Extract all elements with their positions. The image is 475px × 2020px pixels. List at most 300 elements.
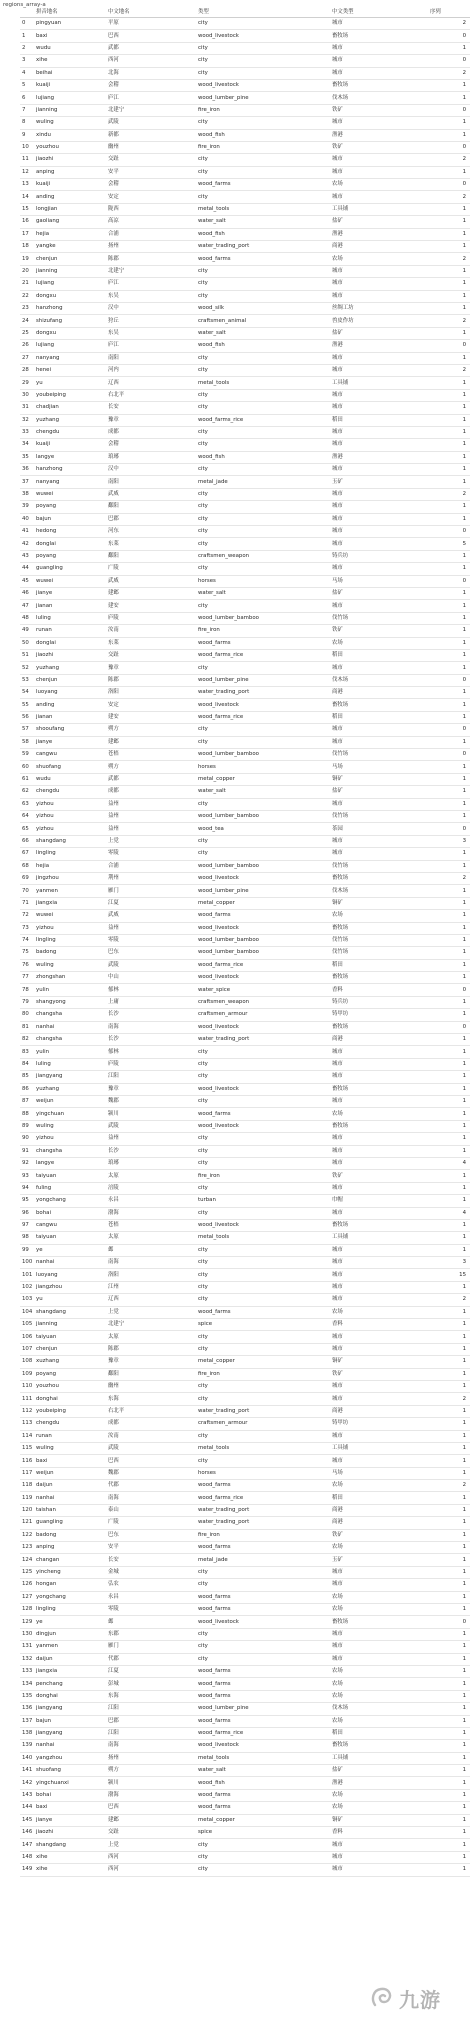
cell-type: metal_tools [196,203,330,215]
cell-chinese-name: 江夏 [106,1665,196,1677]
cell-type: wood_farms_rice [196,711,330,723]
cell-type: wood_farms [196,1665,330,1677]
cell-chinese-type: 城市 [330,848,428,860]
cell-chinese-name: 合浦 [106,860,196,872]
cell-index: 130 [20,1628,34,1640]
cell-chinese-type: 稻田 [330,959,428,971]
cell-index: 89 [20,1120,34,1132]
cell-type: city [196,1331,330,1343]
cell-chinese-type: 畜牧场 [330,1740,428,1752]
cell-sequence: 1 [428,501,470,513]
cell-index: 119 [20,1492,34,1504]
table-row [20,241,470,253]
cell-index: 100 [20,1257,34,1269]
cell-chinese-name: 武都 [106,773,196,785]
cell-chinese-type: 城市 [330,513,428,525]
cell-pinyin-name: bajun [34,513,106,525]
table-row [20,364,470,376]
cell-pinyin-name: changsha [34,1034,106,1046]
cell-chinese-type: 伐竹场 [330,749,428,761]
cell-index: 148 [20,1851,34,1863]
cell-chinese-type: 农场 [330,1108,428,1120]
table-row [20,1653,470,1665]
cell-chinese-type: 城市 [330,1257,428,1269]
cell-chinese-name: 扬州 [106,241,196,253]
cell-index: 145 [20,1814,34,1826]
cell-type: metal_copper [196,897,330,909]
cell-index: 63 [20,798,34,810]
cell-type: wood_livestock [196,1120,330,1132]
cell-chinese-type: 商港 [330,241,428,253]
cell-type: wood_farms [196,910,330,922]
cell-index: 16 [20,216,34,228]
cell-chinese-name: 成都 [106,1418,196,1430]
cell-sequence: 1 [428,1566,470,1578]
cell-type: city [196,67,330,79]
cell-type: city [196,166,330,178]
cell-type: fire_iron [196,104,330,116]
cell-sequence: 1 [428,1009,470,1021]
cell-index: 52 [20,662,34,674]
table-row [20,1542,470,1554]
cell-pinyin-name: lingling [34,934,106,946]
cell-pinyin-name: beihai [34,67,106,79]
cell-type: city [196,724,330,736]
cell-index: 62 [20,786,34,798]
table-row [20,699,470,711]
table-row [20,1418,470,1430]
table-row [20,674,470,686]
cell-sequence: 1 [428,1219,470,1231]
cell-chinese-name: 太原 [106,1170,196,1182]
cell-sequence: 1 [428,129,470,141]
table-row [20,1665,470,1677]
cell-pinyin-name: xihe [34,55,106,67]
cell-chinese-type: 城市 [330,18,428,30]
cell-sequence: 1 [428,996,470,1008]
cell-sequence: 1 [428,402,470,414]
cell-chinese-type: 农场 [330,1591,428,1603]
cell-chinese-type: 城市 [330,1244,428,1256]
cell-chinese-type: 伐木场 [330,1703,428,1715]
table-row [20,600,470,612]
table-row [20,203,470,215]
cell-chinese-type: 畜牧场 [330,1120,428,1132]
cell-pinyin-name: shangdang [34,1839,106,1851]
cell-chinese-type: 农场 [330,1802,428,1814]
table-row [20,1182,470,1194]
table-row [20,265,470,277]
table-row [20,1356,470,1368]
table-row [20,662,470,674]
cell-type: wood_lumber_pine [196,92,330,104]
cell-pinyin-name: poyang [34,550,106,562]
cell-index: 22 [20,290,34,302]
cell-sequence: 1 [428,389,470,401]
cell-chinese-name: 琅琊 [106,451,196,463]
cell-chinese-name: 渤海 [106,1789,196,1801]
cell-chinese-type: 铁矿 [330,1368,428,1380]
cell-chinese-type: 玉矿 [330,476,428,488]
cell-chinese-name: 平原 [106,18,196,30]
cell-index: 101 [20,1269,34,1281]
cell-chinese-type: 兽皮作坊 [330,315,428,327]
cell-pinyin-name: yanmen [34,1641,106,1653]
cell-index: 104 [20,1306,34,1318]
cell-type: wood_fish [196,129,330,141]
cell-type: city [196,1207,330,1219]
cell-index: 59 [20,749,34,761]
cell-chinese-name: 南海 [106,1492,196,1504]
cell-index: 127 [20,1591,34,1603]
jiuyou-logo-icon [369,1985,395,2011]
cell-sequence: 0 [428,749,470,761]
cell-chinese-type: 农场 [330,1665,428,1677]
cell-index: 55 [20,699,34,711]
cell-index: 113 [20,1418,34,1430]
table-row [20,1740,470,1752]
cell-type: fire_iron [196,141,330,153]
cell-type: city [196,1157,330,1169]
cell-sequence: 1 [428,1195,470,1207]
cell-index: 23 [20,302,34,314]
cell-pinyin-name: wuling [34,117,106,129]
cell-index: 87 [20,1095,34,1107]
cell-sequence: 0 [428,823,470,835]
cell-chinese-name: 永昌 [106,1195,196,1207]
cell-pinyin-name: langye [34,1157,106,1169]
cell-chinese-name: 武陵 [106,1442,196,1454]
cell-pinyin-name: chadjian [34,402,106,414]
table-row [20,1046,470,1058]
cell-chinese-type: 盐矿 [330,1765,428,1777]
cell-chinese-type: 城市 [330,1628,428,1640]
cell-pinyin-name: lujiang [34,278,106,290]
cell-index: 57 [20,724,34,736]
cell-type: horses [196,575,330,587]
cell-pinyin-name: donghai [34,1690,106,1702]
cell-sequence: 1 [428,451,470,463]
cell-chinese-type: 巾帽 [330,1195,428,1207]
table-row [20,1604,470,1616]
cell-type: water_trading_port [196,241,330,253]
cell-chinese-type: 畜牧场 [330,79,428,91]
cell-chinese-type: 渔港 [330,451,428,463]
cell-index: 95 [20,1195,34,1207]
table-row [20,302,470,314]
cell-sequence: 1 [428,1789,470,1801]
cell-chinese-type: 渔港 [330,1777,428,1789]
cell-type: city [196,1566,330,1578]
cell-chinese-name: 上党 [106,835,196,847]
table-row [20,724,470,736]
cell-sequence: 1 [428,228,470,240]
cell-index: 125 [20,1566,34,1578]
table-row [20,402,470,414]
cell-pinyin-name: penchang [34,1678,106,1690]
cell-chinese-name: 苍梧 [106,1219,196,1231]
header-sequence: 序列 [428,7,470,18]
cell-pinyin-name: luling [34,1058,106,1070]
cell-sequence: 0 [428,575,470,587]
header-chinese-type: 中文类型 [330,7,428,18]
regions-table-wrap [20,7,470,1877]
cell-sequence: 1 [428,1467,470,1479]
cell-chinese-name: 南海 [106,1740,196,1752]
cell-sequence: 1 [428,1678,470,1690]
cell-sequence: 1 [428,1517,470,1529]
cell-chinese-type: 伐木场 [330,674,428,686]
cell-pinyin-name: cangwu [34,749,106,761]
cell-pinyin-name: yu [34,377,106,389]
cell-pinyin-name: taishan [34,1504,106,1516]
table-row [20,1368,470,1380]
cell-sequence: 1 [428,1752,470,1764]
cell-chinese-type: 马场 [330,575,428,587]
cell-type: water_salt [196,786,330,798]
cell-index: 50 [20,637,34,649]
table-row [20,55,470,67]
cell-chinese-name: 东莱 [106,538,196,550]
table-row [20,538,470,550]
cell-chinese-type: 商港 [330,1405,428,1417]
cell-index: 28 [20,364,34,376]
cell-chinese-type: 渔港 [330,228,428,240]
table-row [20,625,470,637]
table-row [20,1480,470,1492]
cell-pinyin-name: jianning [34,104,106,116]
cell-type: metal_tools [196,1752,330,1764]
cell-chinese-name: 彭城 [106,1678,196,1690]
cell-chinese-name: 南海 [106,1021,196,1033]
table-row [20,1777,470,1789]
cell-pinyin-name: hejia [34,228,106,240]
cell-index: 115 [20,1442,34,1454]
cell-sequence: 1 [428,1095,470,1107]
header-type: 类型 [196,7,330,18]
cell-sequence: 1 [428,1542,470,1554]
cell-pinyin-name: wuling [34,959,106,971]
cell-sequence: 3 [428,1257,470,1269]
cell-type: wood_farms [196,1542,330,1554]
cell-chinese-name: 渤海 [106,1207,196,1219]
cell-chinese-type: 工具铺 [330,1442,428,1454]
cell-pinyin-name: longjian [34,203,106,215]
cell-sequence: 1 [428,327,470,339]
cell-type: city [196,538,330,550]
cell-chinese-type: 盐矿 [330,587,428,599]
cell-chinese-name: 狩丘 [106,315,196,327]
table-row [20,563,470,575]
cell-sequence: 1 [428,439,470,451]
cell-chinese-type: 城市 [330,55,428,67]
table-row [20,464,470,476]
cell-pinyin-name: weijun [34,1095,106,1107]
cell-sequence: 1 [428,947,470,959]
cell-type: wood_farms [196,253,330,265]
cell-index: 7 [20,104,34,116]
table-row [20,1021,470,1033]
cell-sequence: 1 [428,290,470,302]
cell-index: 69 [20,872,34,884]
cell-index: 32 [20,414,34,426]
table-row [20,1814,470,1826]
cell-chinese-name: 西河 [106,55,196,67]
cell-pinyin-name: chenjun [34,253,106,265]
table-row [20,637,470,649]
cell-pinyin-name: yangzhou [34,1752,106,1764]
cell-sequence: 1 [428,773,470,785]
cell-type: wood_farms [196,1108,330,1120]
cell-index: 79 [20,996,34,1008]
cell-sequence: 1 [428,1430,470,1442]
cell-index: 39 [20,501,34,513]
cell-sequence: 1 [428,1628,470,1640]
cell-sequence: 1 [428,1839,470,1851]
cell-type: city [196,1455,330,1467]
cell-index: 149 [20,1864,34,1876]
table-row [20,1839,470,1851]
cell-index: 133 [20,1665,34,1677]
cell-chinese-type: 工具铺 [330,1752,428,1764]
cell-index: 13 [20,179,34,191]
cell-index: 11 [20,154,34,166]
cell-type: wood_fish [196,451,330,463]
table-row [20,30,470,42]
cell-type: wood_farms [196,1678,330,1690]
cell-type: city [196,364,330,376]
cell-chinese-name: 巴西 [106,1802,196,1814]
cell-sequence: 1 [428,377,470,389]
cell-type: water_salt [196,327,330,339]
cell-index: 86 [20,1083,34,1095]
cell-sequence: 1 [428,464,470,476]
cell-type: wood_farms_rice [196,959,330,971]
cell-type: wood_livestock [196,1219,330,1231]
table-row [20,1380,470,1392]
cell-index: 91 [20,1145,34,1157]
cell-index: 36 [20,464,34,476]
cell-pinyin-name: donglai [34,637,106,649]
cell-sequence: 1 [428,1740,470,1752]
cell-pinyin-name: shangdang [34,1306,106,1318]
cell-chinese-type: 铁矿 [330,625,428,637]
cell-type: metal_jade [196,476,330,488]
cell-pinyin-name: yuzhang [34,662,106,674]
cell-pinyin-name: luoyang [34,1269,106,1281]
cell-type: city [196,1653,330,1665]
cell-sequence: 1 [428,587,470,599]
cell-chinese-name: 巴东 [106,1529,196,1541]
cell-chinese-name: 东海 [106,1690,196,1702]
table-row [20,848,470,860]
cell-sequence: 1 [428,1331,470,1343]
cell-pinyin-name: jianan [34,600,106,612]
cell-index: 25 [20,327,34,339]
cell-sequence: 1 [428,1083,470,1095]
cell-pinyin-name: yulin [34,984,106,996]
cell-pinyin-name: yuzhang [34,414,106,426]
cell-chinese-name: 建安 [106,711,196,723]
cell-index: 102 [20,1281,34,1293]
cell-type: wood_lumber_bamboo [196,860,330,872]
cell-chinese-type: 农场 [330,637,428,649]
cell-pinyin-name: jiangyang [34,1727,106,1739]
cell-index: 75 [20,947,34,959]
cell-type: horses [196,761,330,773]
cell-chinese-name: 安平 [106,166,196,178]
cell-chinese-name: 颍川 [106,1108,196,1120]
table-row [20,1331,470,1343]
cell-index: 38 [20,488,34,500]
cell-sequence: 2 [428,67,470,79]
cell-chinese-name: 东吴 [106,290,196,302]
cell-index: 123 [20,1542,34,1554]
cell-index: 48 [20,612,34,624]
cell-type: turban [196,1195,330,1207]
cell-index: 64 [20,811,34,823]
cell-pinyin-name: hejia [34,860,106,872]
cell-chinese-name: 辽西 [106,1294,196,1306]
cell-chinese-name: 会稽 [106,79,196,91]
table-row [20,587,470,599]
cell-type: city [196,513,330,525]
cell-chinese-type: 伐竹场 [330,947,428,959]
cell-chinese-name: 巴郡 [106,513,196,525]
table-row [20,972,470,984]
cell-chinese-name: 东莱 [106,637,196,649]
cell-index: 131 [20,1641,34,1653]
table-row [20,104,470,116]
cell-sequence: 1 [428,278,470,290]
cell-chinese-type: 城市 [330,352,428,364]
cell-type: city [196,1095,330,1107]
cell-sequence: 1 [428,1814,470,1826]
cell-pinyin-name: guangling [34,1517,106,1529]
cell-type: city [196,426,330,438]
cell-pinyin-name: jiaozhi [34,154,106,166]
cell-chinese-type: 城市 [330,154,428,166]
cell-sequence: 1 [428,92,470,104]
table-row [20,42,470,54]
cell-index: 121 [20,1517,34,1529]
cell-chinese-type: 铜矿 [330,1814,428,1826]
cell-sequence: 1 [428,513,470,525]
cell-sequence: 1 [428,699,470,711]
table-row [20,1393,470,1405]
cell-sequence: 1 [428,1380,470,1392]
cell-chinese-name: 东吴 [106,327,196,339]
cell-chinese-type: 城市 [330,1182,428,1194]
cell-sequence: 1 [428,352,470,364]
cell-index: 85 [20,1071,34,1083]
table-row [20,1343,470,1355]
cell-chinese-name: 代郡 [106,1480,196,1492]
cell-type: city [196,1343,330,1355]
cell-pinyin-name: runan [34,1430,106,1442]
cell-chinese-name: 新都 [106,129,196,141]
cell-sequence: 4 [428,1157,470,1169]
cell-pinyin-name: chenjun [34,674,106,686]
cell-chinese-name: 江州 [106,1281,196,1293]
cell-chinese-name: 益州 [106,1133,196,1145]
cell-index: 40 [20,513,34,525]
cell-chinese-type: 城市 [330,1281,428,1293]
cell-type: city [196,488,330,500]
cell-sequence: 1 [428,1504,470,1516]
cell-sequence: 1 [428,1665,470,1677]
table-row [20,1467,470,1479]
